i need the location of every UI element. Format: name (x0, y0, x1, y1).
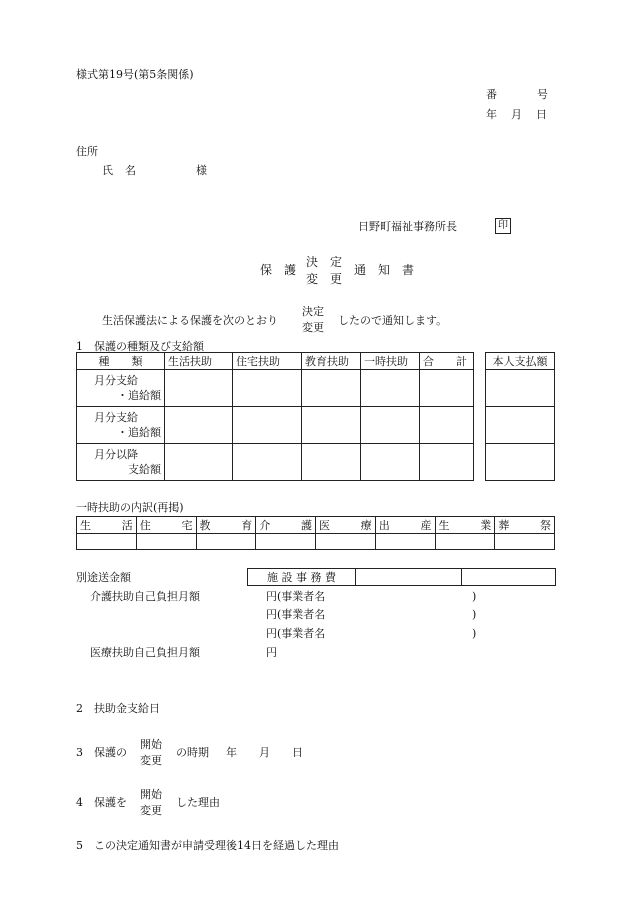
intro-choice-decide: 決定 (302, 305, 324, 318)
cell-housing[interactable] (233, 407, 302, 444)
row-line2: ・追給額 (117, 426, 161, 439)
care-line: 円(事業者名 (266, 608, 326, 621)
row-line1: 月分支給 (94, 410, 138, 424)
title-char: 書 (402, 263, 415, 277)
cell-housing[interactable] (233, 370, 302, 407)
section4-choice-change: 変更 (140, 803, 162, 817)
care-line: 円(事業者名 (266, 590, 326, 603)
temp-cell[interactable] (375, 534, 435, 550)
temp-table (76, 516, 555, 550)
intro-before: 生活保護法による保護を次のとおり (102, 314, 278, 327)
title-char: 通 (354, 263, 367, 277)
facility-table (247, 568, 556, 586)
date-day: 日 (536, 108, 547, 121)
close-paren: ) (472, 608, 477, 621)
title-char: 護 (284, 263, 297, 277)
cell-self-pay[interactable] (486, 444, 555, 481)
table-row (77, 370, 474, 407)
facility-value[interactable] (356, 569, 462, 586)
care-line: 円(事業者名 (266, 627, 326, 640)
section5: 5 この決定通知書が申請受理後14日を経過した理由 (76, 839, 339, 852)
cell-total[interactable] (420, 407, 474, 444)
section3-choice-start: 開始 (140, 738, 162, 751)
title-char: 知 (378, 263, 391, 277)
title-choice-decide: 決 定 (306, 255, 343, 269)
number-char: 号 (537, 88, 548, 101)
temp-char: 生 (80, 519, 91, 532)
cell-education[interactable] (302, 370, 361, 407)
temp-header (136, 517, 196, 534)
temp-cell[interactable] (435, 534, 495, 550)
temp-cell[interactable] (136, 534, 196, 550)
medical-label: 医療扶助自己負担月額 (90, 646, 200, 659)
cell-living[interactable] (165, 444, 233, 481)
cell-temporary[interactable] (361, 370, 420, 407)
section3-month: 月 (259, 746, 270, 759)
temp-char: 出 (378, 519, 390, 532)
section3-year: 年 (226, 746, 237, 759)
temp-char: 産 (420, 519, 432, 532)
cell-living[interactable] (165, 407, 233, 444)
date-year: 年 (486, 108, 497, 121)
temp-cell[interactable] (256, 534, 316, 550)
cell-temporary[interactable] (361, 444, 420, 481)
header-living: 生活扶助 (165, 353, 233, 370)
temp-cell[interactable] (77, 534, 137, 550)
temp-char: 住 (139, 519, 151, 532)
issuer-title: 日野町福祉事務所長 (358, 220, 457, 233)
section4-before: 4 保護を (76, 796, 127, 809)
section3-after: の時期 (176, 746, 209, 759)
temp-char: 教 (199, 519, 211, 532)
date-month: 月 (511, 108, 522, 121)
number-label (486, 89, 548, 100)
section4-choice (140, 787, 162, 819)
cell-total[interactable] (420, 444, 474, 481)
title-choice-change: 変 更 (306, 272, 343, 287)
temp-header (375, 517, 435, 534)
temp-header (435, 517, 495, 534)
title-choice (306, 254, 342, 289)
benefit-table (76, 352, 474, 481)
cell-education[interactable] (302, 407, 361, 444)
temp-header (316, 517, 376, 534)
temp-header (256, 517, 316, 534)
number-char: 番 (486, 88, 497, 101)
honorific: 様 (196, 164, 207, 177)
row-line2: ・追給額 (117, 389, 161, 402)
intro-choice (302, 304, 324, 336)
cell-housing[interactable] (233, 444, 302, 481)
temp-header (495, 517, 555, 534)
cell-education[interactable] (302, 444, 361, 481)
close-paren: ) (472, 590, 477, 603)
section1-heading: 1 保護の種類及び支給額 (76, 340, 204, 353)
temp-char: 祭 (540, 519, 551, 532)
temp-heading: 一時扶助の内訳(再掲) (76, 501, 184, 514)
close-paren: ) (472, 627, 477, 640)
section4-choice-start: 開始 (140, 788, 162, 801)
address-label: 住所 (76, 145, 98, 158)
temp-char: 活 (121, 519, 133, 532)
temp-char: 生 (438, 519, 450, 532)
temp-cell[interactable] (316, 534, 376, 550)
temp-cell[interactable] (495, 534, 555, 550)
title-right (354, 264, 414, 276)
temp-header (77, 517, 137, 534)
title-char: 保 (260, 263, 273, 277)
facility-extra[interactable] (462, 569, 556, 586)
section2: 2 扶助金支給日 (76, 702, 160, 715)
temp-char: 葬 (498, 519, 510, 532)
header-total: 合 計 (420, 353, 474, 370)
section4-after: した理由 (176, 796, 220, 809)
temp-char: 介 (259, 519, 271, 532)
intro-choice-change: 変更 (302, 320, 324, 334)
temp-header (196, 517, 256, 534)
cell-living[interactable] (165, 370, 233, 407)
title-left (260, 264, 296, 276)
temp-char: 宅 (181, 519, 193, 532)
medical-value: 円 (266, 646, 277, 659)
section3-choice-change: 変更 (140, 753, 162, 767)
name-label (102, 165, 136, 176)
cell-self-pay[interactable] (486, 370, 555, 407)
temp-char: 医 (319, 519, 330, 532)
section3-choice (140, 737, 162, 769)
row-label (77, 370, 165, 407)
name-char: 名 (125, 164, 136, 177)
row-line2: 支給額 (128, 463, 161, 476)
section3-before: 3 保護の (76, 746, 127, 759)
section3-date (226, 747, 303, 758)
form-number: 様式第19号(第5条関係) (76, 68, 194, 81)
temp-char: 業 (480, 519, 492, 532)
self-pay-table (485, 352, 555, 481)
table-row (77, 407, 474, 444)
row-line1: 月分以降 (94, 447, 138, 461)
row-label (77, 444, 165, 481)
header-housing: 住宅扶助 (233, 353, 302, 370)
header-temporary: 一時扶助 (361, 353, 420, 370)
intro-after: したので通知します。 (338, 314, 448, 327)
row-label (77, 407, 165, 444)
cell-total[interactable] (420, 370, 474, 407)
table-row (77, 444, 474, 481)
name-char: 氏 (102, 164, 113, 177)
header-kind: 種 類 (77, 353, 165, 370)
cell-self-pay[interactable] (486, 407, 555, 444)
temp-char: 護 (301, 519, 312, 532)
temp-cell[interactable] (196, 534, 256, 550)
header-education: 教育扶助 (302, 353, 361, 370)
date-label (486, 109, 547, 120)
header-self-pay: 本人支払額 (486, 353, 555, 370)
row-line1: 月分支給 (94, 373, 138, 387)
facility-label: 施 設 事 務 費 (248, 569, 356, 586)
temp-char: 育 (241, 519, 253, 532)
separate-heading: 別途送金額 (76, 571, 131, 584)
temp-char: 療 (360, 519, 372, 532)
section3-day: 日 (292, 746, 303, 759)
cell-temporary[interactable] (361, 407, 420, 444)
care-label: 介護扶助自己負担月額 (90, 590, 200, 603)
seal-box: 印 (495, 218, 511, 234)
